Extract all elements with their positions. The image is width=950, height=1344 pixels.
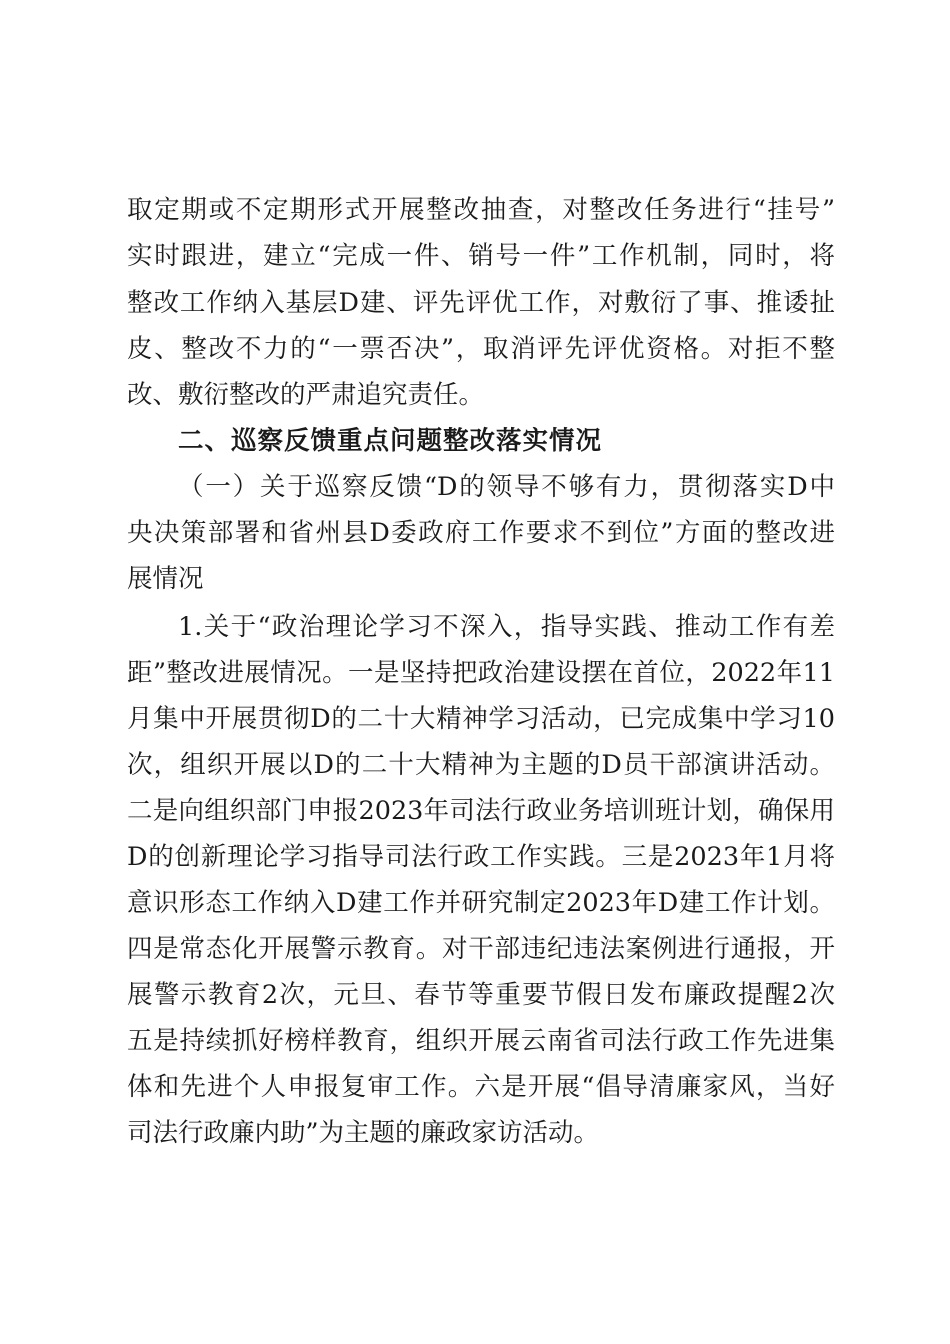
paragraph-2-line-8: 四是常态化开展警示教育。对干部违纪违法案例进行通报，开 [127,934,835,964]
paragraph-2-line-12: 司法行政廉内助”为主题的廉政家访活动。 [127,1118,600,1148]
paragraph-1-line-3: 整改工作纳入基层D建、评先评优工作，对敷衍了事、推诿扯 [127,288,835,318]
paragraph-2-line-5: 二是向组织部门申报2023年司法行政业务培训班计划，确保用 [127,796,835,826]
subsection-heading-line-1: （一）关于巡察反馈“D的领导不够有力，贯彻落实D中 [178,472,835,502]
paragraph-2-line-6: D的创新理论学习指导司法行政工作实践。三是2023年1月将 [127,842,835,872]
paragraph-1-line-5: 改、敷衍整改的严肃追究责任。 [127,380,485,410]
paragraph-2-line-2: 距”整改进展情况。一是坚持把政治建设摆在首位，2022年11 [127,658,835,688]
paragraph-1-line-1: 取定期或不定期形式开展整改抽查，对整改任务进行“挂号” [127,195,835,225]
paragraph-2-line-11: 体和先进个人申报复审工作。六是开展“倡导清廉家风，当好 [127,1072,835,1102]
subsection-heading-line-2: 央决策部署和省州县D委政府工作要求不到位”方面的整改进 [127,518,835,548]
subsection-heading-line-3: 展情况 [127,564,204,594]
paragraph-1-line-4: 皮、整改不力的“一票否决”，取消评先评优资格。对拒不整 [127,334,835,364]
paragraph-2-line-10: 五是持续抓好榜样教育，组织开展云南省司法行政工作先进集 [127,1026,835,1056]
paragraph-2-line-4: 次，组织开展以D的二十大精神为主题的D员干部演讲活动。 [127,750,835,780]
section-heading: 二、巡察反馈重点问题整改落实情况 [178,426,603,456]
paragraph-2-line-7: 意识形态工作纳入D建工作并研究制定2023年D建工作计划。 [127,888,835,918]
paragraph-2-line-1: 1.关于“政治理论学习不深入，指导实践、推动工作有差 [178,612,835,642]
paragraph-2-line-3: 月集中开展贯彻D的二十大精神学习活动，已完成集中学习10 [127,704,835,734]
paragraph-1-line-2: 实时跟进，建立“完成一件、销号一件”工作机制，同时，将 [127,241,835,271]
paragraph-2-line-9: 展警示教育2次，元旦、春节等重要节假日发布廉政提醒2次 [127,980,835,1010]
